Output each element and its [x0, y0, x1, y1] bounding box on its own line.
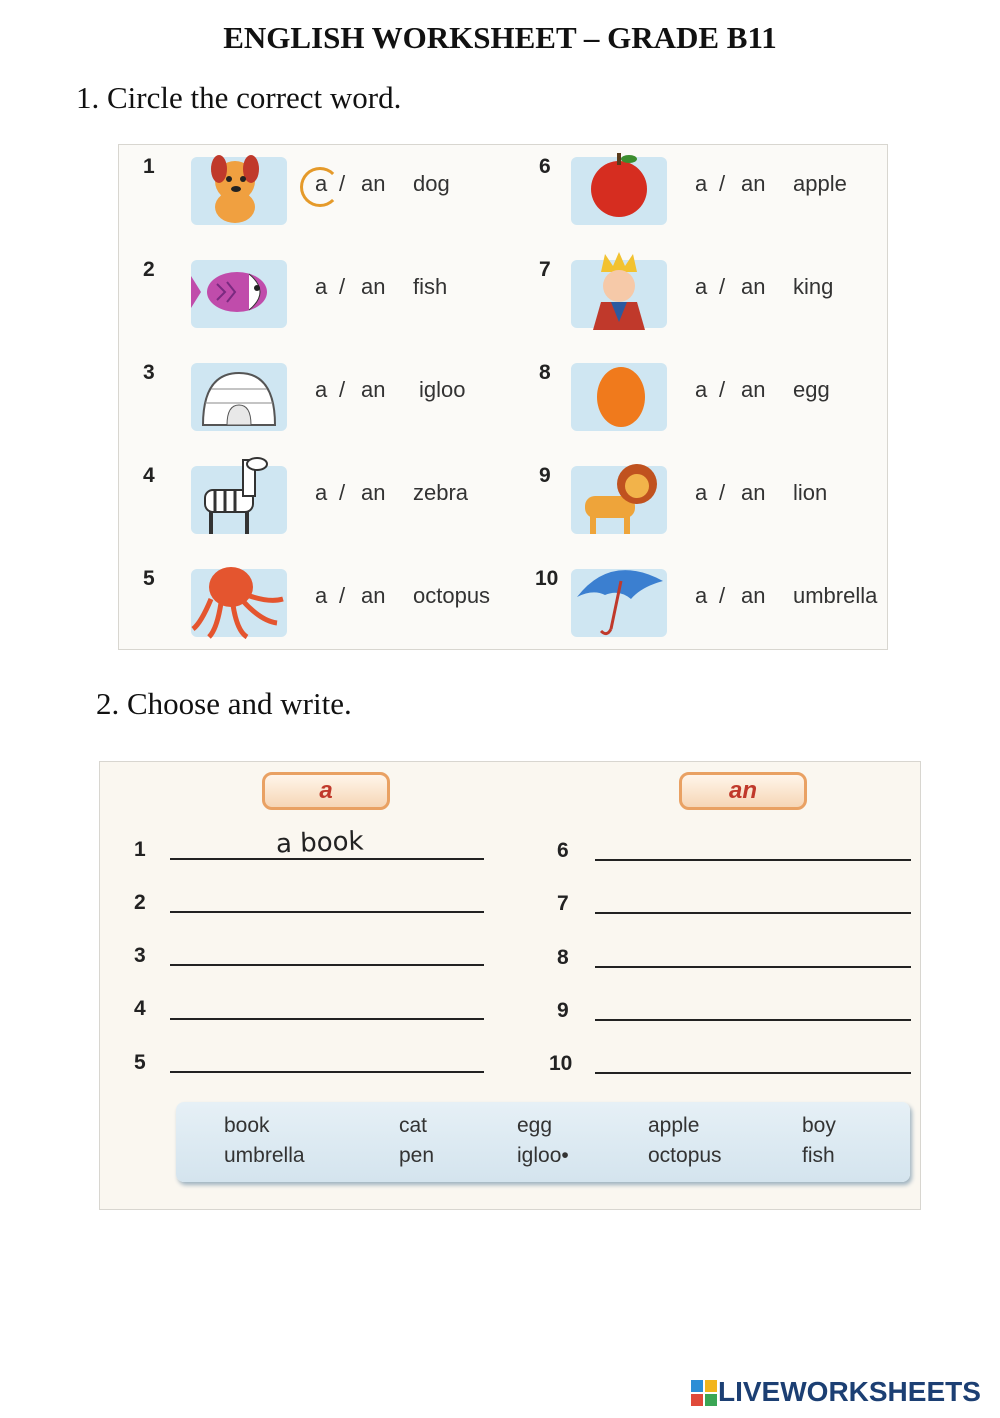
- item-row: [539, 149, 919, 249]
- option-slash: /: [719, 274, 726, 299]
- option-an[interactable]: an: [741, 171, 766, 196]
- option-slash: /: [719, 377, 726, 402]
- item-row: [539, 458, 919, 558]
- option-an[interactable]: an: [361, 480, 386, 505]
- line-number: 7: [557, 892, 569, 915]
- answer-line[interactable]: [595, 966, 911, 968]
- lion-icon: [571, 466, 667, 534]
- option-a[interactable]: a: [315, 377, 328, 402]
- option-an[interactable]: an: [361, 583, 386, 608]
- item-word: fish: [413, 274, 448, 299]
- option-a[interactable]: a: [315, 480, 328, 505]
- word-bank-item: boy: [802, 1114, 836, 1137]
- option-a[interactable]: a: [695, 274, 708, 299]
- option-slash: /: [339, 377, 346, 402]
- igloo-icon: [191, 363, 287, 431]
- option-slash: /: [339, 171, 346, 196]
- line-number: 8: [557, 946, 569, 969]
- word-bank-item: cat: [399, 1114, 428, 1137]
- item-row: [143, 561, 523, 661]
- option-slash: /: [339, 480, 346, 505]
- answer-line[interactable]: [170, 858, 484, 860]
- item-word: lion: [793, 480, 828, 505]
- item-row: [539, 355, 919, 455]
- item-row: [539, 252, 919, 352]
- item-word: umbrella: [793, 583, 878, 608]
- item-word: igloo: [419, 377, 466, 402]
- answer-line[interactable]: [595, 1019, 911, 1021]
- option-an[interactable]: an: [741, 377, 766, 402]
- item-number: 9: [539, 464, 551, 487]
- item-row: [143, 355, 523, 455]
- answer-line[interactable]: [595, 1072, 911, 1074]
- item-number: 5: [143, 567, 155, 590]
- word-bank-item: book: [224, 1114, 270, 1137]
- option-a[interactable]: a: [695, 377, 708, 402]
- option-an[interactable]: an: [361, 274, 386, 299]
- example-answer: a book: [275, 826, 365, 860]
- word-bank-item: egg: [517, 1114, 553, 1137]
- exercise-2-panel: [99, 761, 921, 1210]
- answer-line[interactable]: [595, 859, 911, 861]
- umbrella-icon: [571, 569, 667, 637]
- item-number: 4: [143, 464, 155, 487]
- item-word: king: [793, 274, 834, 299]
- option-a[interactable]: a: [315, 171, 328, 196]
- worksheet-title: ENGLISH WORKSHEET – GRADE B11: [223, 20, 777, 55]
- brand-name: LIVEWORKSHEETS: [718, 1376, 981, 1407]
- liveworksheets-logo-icon: [691, 1380, 717, 1406]
- tag-an: an: [679, 772, 807, 810]
- item-word: zebra: [413, 480, 469, 505]
- option-a[interactable]: a: [315, 274, 328, 299]
- item-word: apple: [793, 171, 847, 196]
- item-word: dog: [413, 171, 450, 196]
- item-row: [143, 149, 523, 249]
- option-an[interactable]: an: [741, 583, 766, 608]
- option-an[interactable]: an: [361, 171, 386, 196]
- egg-icon: [571, 363, 667, 431]
- word-bank-item: octopus: [648, 1144, 722, 1167]
- option-an[interactable]: an: [741, 480, 766, 505]
- item-word: octopus: [413, 583, 491, 608]
- option-slash: /: [719, 480, 726, 505]
- line-number: 3: [134, 944, 146, 967]
- option-slash: /: [339, 583, 346, 608]
- word-bank-item: fish: [802, 1144, 835, 1167]
- answer-line[interactable]: [170, 911, 484, 913]
- item-number: 6: [539, 155, 551, 178]
- answer-line[interactable]: [595, 912, 911, 914]
- word-bank-item: igloo•: [517, 1144, 569, 1167]
- answer-line[interactable]: [170, 1071, 484, 1073]
- option-a[interactable]: a: [695, 480, 708, 505]
- option-slash: /: [719, 171, 726, 196]
- word-bank-item: umbrella: [224, 1144, 305, 1167]
- option-a[interactable]: a: [695, 583, 708, 608]
- item-row: [143, 252, 523, 352]
- line-number: 5: [134, 1051, 146, 1074]
- fish-icon: [191, 260, 287, 328]
- line-number: 1: [134, 838, 146, 861]
- option-a[interactable]: a: [315, 583, 328, 608]
- zebra-icon: [191, 466, 287, 534]
- octopus-icon: [191, 569, 287, 637]
- line-number: 10: [549, 1052, 573, 1075]
- item-number: 8: [539, 361, 551, 384]
- apple-icon: [571, 157, 667, 225]
- line-number: 6: [557, 839, 569, 862]
- item-row: [535, 561, 919, 661]
- option-a[interactable]: a: [695, 171, 708, 196]
- option-slash: /: [719, 583, 726, 608]
- option-an[interactable]: an: [361, 377, 386, 402]
- item-row: [143, 458, 523, 558]
- exercise-2-heading: 2. Choose and write.: [96, 686, 352, 721]
- exercise-1-heading: 1. Circle the correct word.: [76, 80, 402, 115]
- line-number: 4: [134, 997, 146, 1020]
- line-number: 9: [557, 999, 569, 1022]
- exercise-1-panel: [118, 144, 888, 650]
- item-number: 2: [143, 258, 155, 281]
- item-number: 10: [535, 567, 559, 590]
- word-bank-item: apple: [648, 1114, 700, 1137]
- word-bank: [176, 1102, 910, 1182]
- king-icon: [571, 260, 667, 328]
- word-bank-item: pen: [399, 1144, 435, 1167]
- dog-icon: [191, 157, 287, 225]
- tag-a: a: [262, 772, 390, 810]
- item-number: 1: [143, 155, 155, 178]
- option-an[interactable]: an: [741, 274, 766, 299]
- item-number: 7: [539, 258, 551, 281]
- item-word: egg: [793, 377, 830, 402]
- line-number: 2: [134, 891, 146, 914]
- answer-line[interactable]: [170, 964, 484, 966]
- answer-line[interactable]: [170, 1018, 484, 1020]
- option-slash: /: [339, 274, 346, 299]
- item-number: 3: [143, 361, 155, 384]
